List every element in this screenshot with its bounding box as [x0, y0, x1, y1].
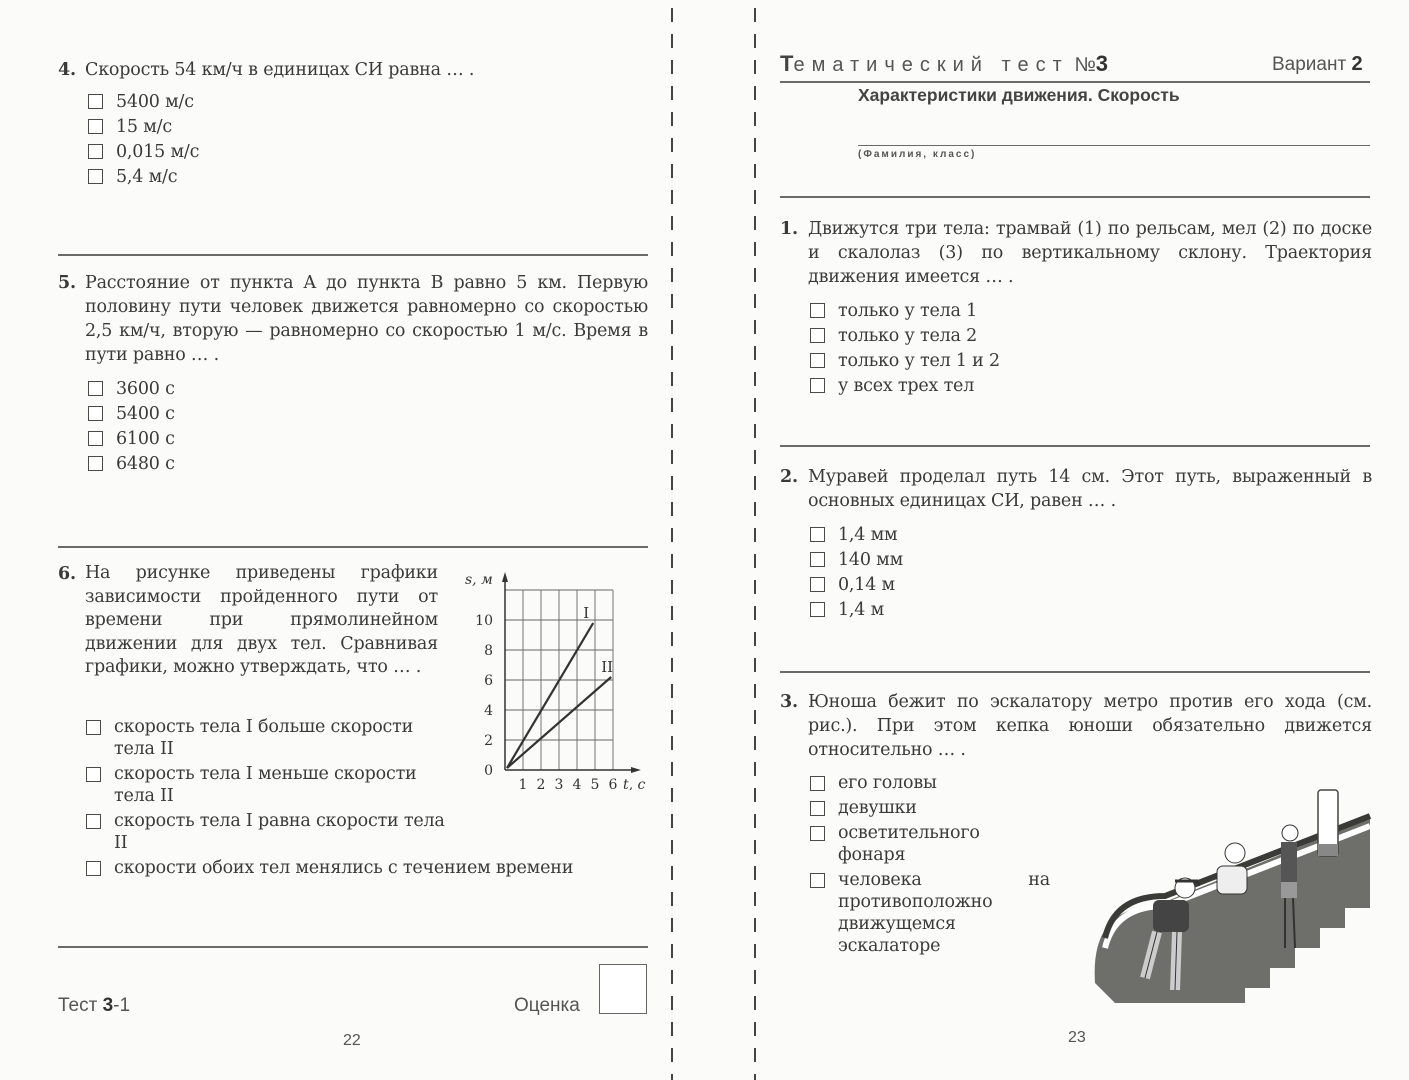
- series-label: I: [583, 604, 590, 622]
- checkbox[interactable]: [86, 720, 101, 735]
- checkbox[interactable]: [810, 552, 825, 567]
- question-6: [58, 562, 438, 680]
- divider: [58, 254, 648, 256]
- question-number: 4.: [58, 60, 76, 80]
- checkbox[interactable]: [810, 801, 825, 816]
- answer-option[interactable]: 15 м/с: [88, 115, 648, 140]
- cut-line: [754, 8, 756, 1080]
- answer-option[interactable]: только у тела 1: [810, 299, 1372, 324]
- answer-option[interactable]: человека на противоположно движущемся эскалаторе: [810, 869, 1050, 957]
- checkbox[interactable]: [88, 381, 103, 396]
- cut-line: [671, 8, 673, 1080]
- checkbox[interactable]: [88, 94, 103, 109]
- checkbox[interactable]: [88, 456, 103, 471]
- series-label: II: [601, 658, 614, 676]
- test-label: Тест 3-1: [58, 995, 131, 1016]
- x-tick-label: 6: [608, 777, 618, 790]
- answer-option[interactable]: 6480 с: [88, 452, 648, 477]
- divider: [780, 671, 1370, 673]
- question-number: 1.: [780, 219, 798, 239]
- page-number: 22: [343, 1032, 361, 1049]
- question-5: [58, 271, 648, 477]
- answer-option[interactable]: у всех трех тел: [810, 374, 1372, 399]
- answer-option[interactable]: скорость тела I меньше скорости тела II: [86, 763, 451, 807]
- checkbox[interactable]: [810, 577, 825, 592]
- seated-man-figure: [1217, 843, 1247, 894]
- divider: [58, 546, 648, 548]
- variant-label: Вариант 2: [1272, 53, 1363, 75]
- question-number: 2.: [780, 467, 798, 487]
- y-tick-label: 8: [484, 643, 493, 659]
- answer-option[interactable]: 140 мм: [810, 548, 1372, 573]
- checkbox[interactable]: [88, 431, 103, 446]
- answer-option[interactable]: 0,015 м/с: [88, 140, 648, 165]
- answer-option[interactable]: 0,14 м: [810, 573, 1372, 598]
- topic-title: Характеристики движения. Скорость: [858, 85, 1180, 105]
- divider: [780, 196, 1370, 198]
- checkbox[interactable]: [810, 527, 825, 542]
- checkbox[interactable]: [810, 776, 825, 791]
- name-caption: (Фамилия, класс): [858, 149, 977, 160]
- question-text: Расстояние от пункта A до пункта B равно 5 км. Первую половину пути человек движется равномерно со скоростью 2,5 км/ч, вторую — равномерно со скоростью 1 м/с. Время в пути равно … .: [85, 273, 648, 365]
- answer-option[interactable]: девушки: [810, 797, 1050, 819]
- answer-option[interactable]: 3600 с: [88, 377, 648, 402]
- checkbox[interactable]: [88, 119, 103, 134]
- checkbox[interactable]: [88, 169, 103, 184]
- checkbox[interactable]: [810, 303, 825, 318]
- question-text: Скорость 54 км/ч в единицах СИ равна … .: [85, 60, 475, 80]
- grade-label: Оценка: [514, 995, 580, 1016]
- distance-time-chart: [455, 560, 655, 790]
- question-number: 6.: [58, 564, 76, 584]
- question-text: Юноша бежит по эскалатору метро против его хода (см. рис.). При этом кепка юноши обязательно движется относительно … .: [808, 692, 1372, 760]
- test-title: Тематический тест №3: [780, 51, 1109, 76]
- answer-option[interactable]: 5400 с: [88, 402, 648, 427]
- divider: [780, 81, 1370, 83]
- answer-option[interactable]: скорости обоих тел менялись с течением времени: [86, 857, 646, 879]
- answer-option[interactable]: скорость тела I равна скорости тела II: [86, 810, 451, 854]
- grade-box[interactable]: [599, 964, 647, 1014]
- checkbox[interactable]: [810, 873, 825, 888]
- answer-option[interactable]: его головы: [810, 772, 1050, 794]
- x-axis-label: t, с: [623, 777, 646, 790]
- answer-option[interactable]: только у тел 1 и 2: [810, 349, 1372, 374]
- x-tick-label: 3: [554, 777, 564, 790]
- y-tick-label: 10: [475, 613, 493, 629]
- divider: [58, 946, 648, 948]
- y-tick-label: 6: [484, 673, 493, 689]
- question-text: Муравей проделал путь 14 см. Этот путь, выраженный в основных единицах СИ, равен … .: [808, 467, 1372, 511]
- divider: [780, 445, 1370, 447]
- checkbox[interactable]: [810, 378, 825, 393]
- page-number: 23: [1068, 1029, 1086, 1046]
- name-line[interactable]: [858, 145, 1370, 146]
- answer-option[interactable]: 1,4 мм: [810, 523, 1372, 548]
- checkbox[interactable]: [86, 861, 101, 876]
- question-1: [780, 217, 1372, 399]
- chart-labels: [465, 572, 646, 790]
- checkbox[interactable]: [810, 328, 825, 343]
- x-axis-arrow: [631, 767, 641, 773]
- x-tick-label: 4: [572, 777, 582, 790]
- series-line-I: [507, 623, 593, 768]
- checkbox[interactable]: [810, 826, 825, 841]
- question-4: [58, 58, 648, 190]
- question-number: 5.: [58, 273, 76, 293]
- x-tick-label: 5: [590, 777, 600, 790]
- answer-option[interactable]: 6100 с: [88, 427, 648, 452]
- answer-option[interactable]: 5400 м/с: [88, 90, 648, 115]
- answer-option[interactable]: 1,4 м: [810, 598, 1372, 623]
- question-text: На рисунке приведены графики зависимости пройденного пути от времени при прямолинейном движении для двух тел. Сравнивая графики, можно утверждать, что … .: [85, 563, 438, 677]
- answer-option[interactable]: 5,4 м/с: [88, 165, 648, 190]
- checkbox[interactable]: [86, 814, 101, 829]
- escalator-illustration: [1085, 778, 1377, 1010]
- checkbox[interactable]: [810, 353, 825, 368]
- question-2: [780, 465, 1372, 623]
- checkbox[interactable]: [86, 767, 101, 782]
- x-tick-label: 1: [518, 777, 528, 790]
- checkbox[interactable]: [88, 406, 103, 421]
- question-number: 3.: [780, 692, 798, 712]
- y-tick-label: 2: [484, 733, 493, 749]
- y-axis-label: s, м: [465, 572, 493, 588]
- checkbox[interactable]: [810, 602, 825, 617]
- x-tick-label: 2: [536, 777, 546, 790]
- question-text: Движутся три тела: трамвай (1) по рельсам, мел (2) по доске и скалолаз (3) по вертикальному склону. Траектория движения имеется … .: [808, 219, 1372, 287]
- answer-option[interactable]: только у тела 2: [810, 324, 1372, 349]
- y-tick-label: 0: [484, 763, 493, 779]
- answer-option[interactable]: осветительного фонаря: [810, 822, 1050, 866]
- checkbox[interactable]: [88, 144, 103, 159]
- y-axis-arrow: [502, 572, 508, 582]
- answer-option[interactable]: скорость тела I больше скорости тела II: [86, 716, 451, 760]
- y-tick-label: 4: [484, 703, 493, 719]
